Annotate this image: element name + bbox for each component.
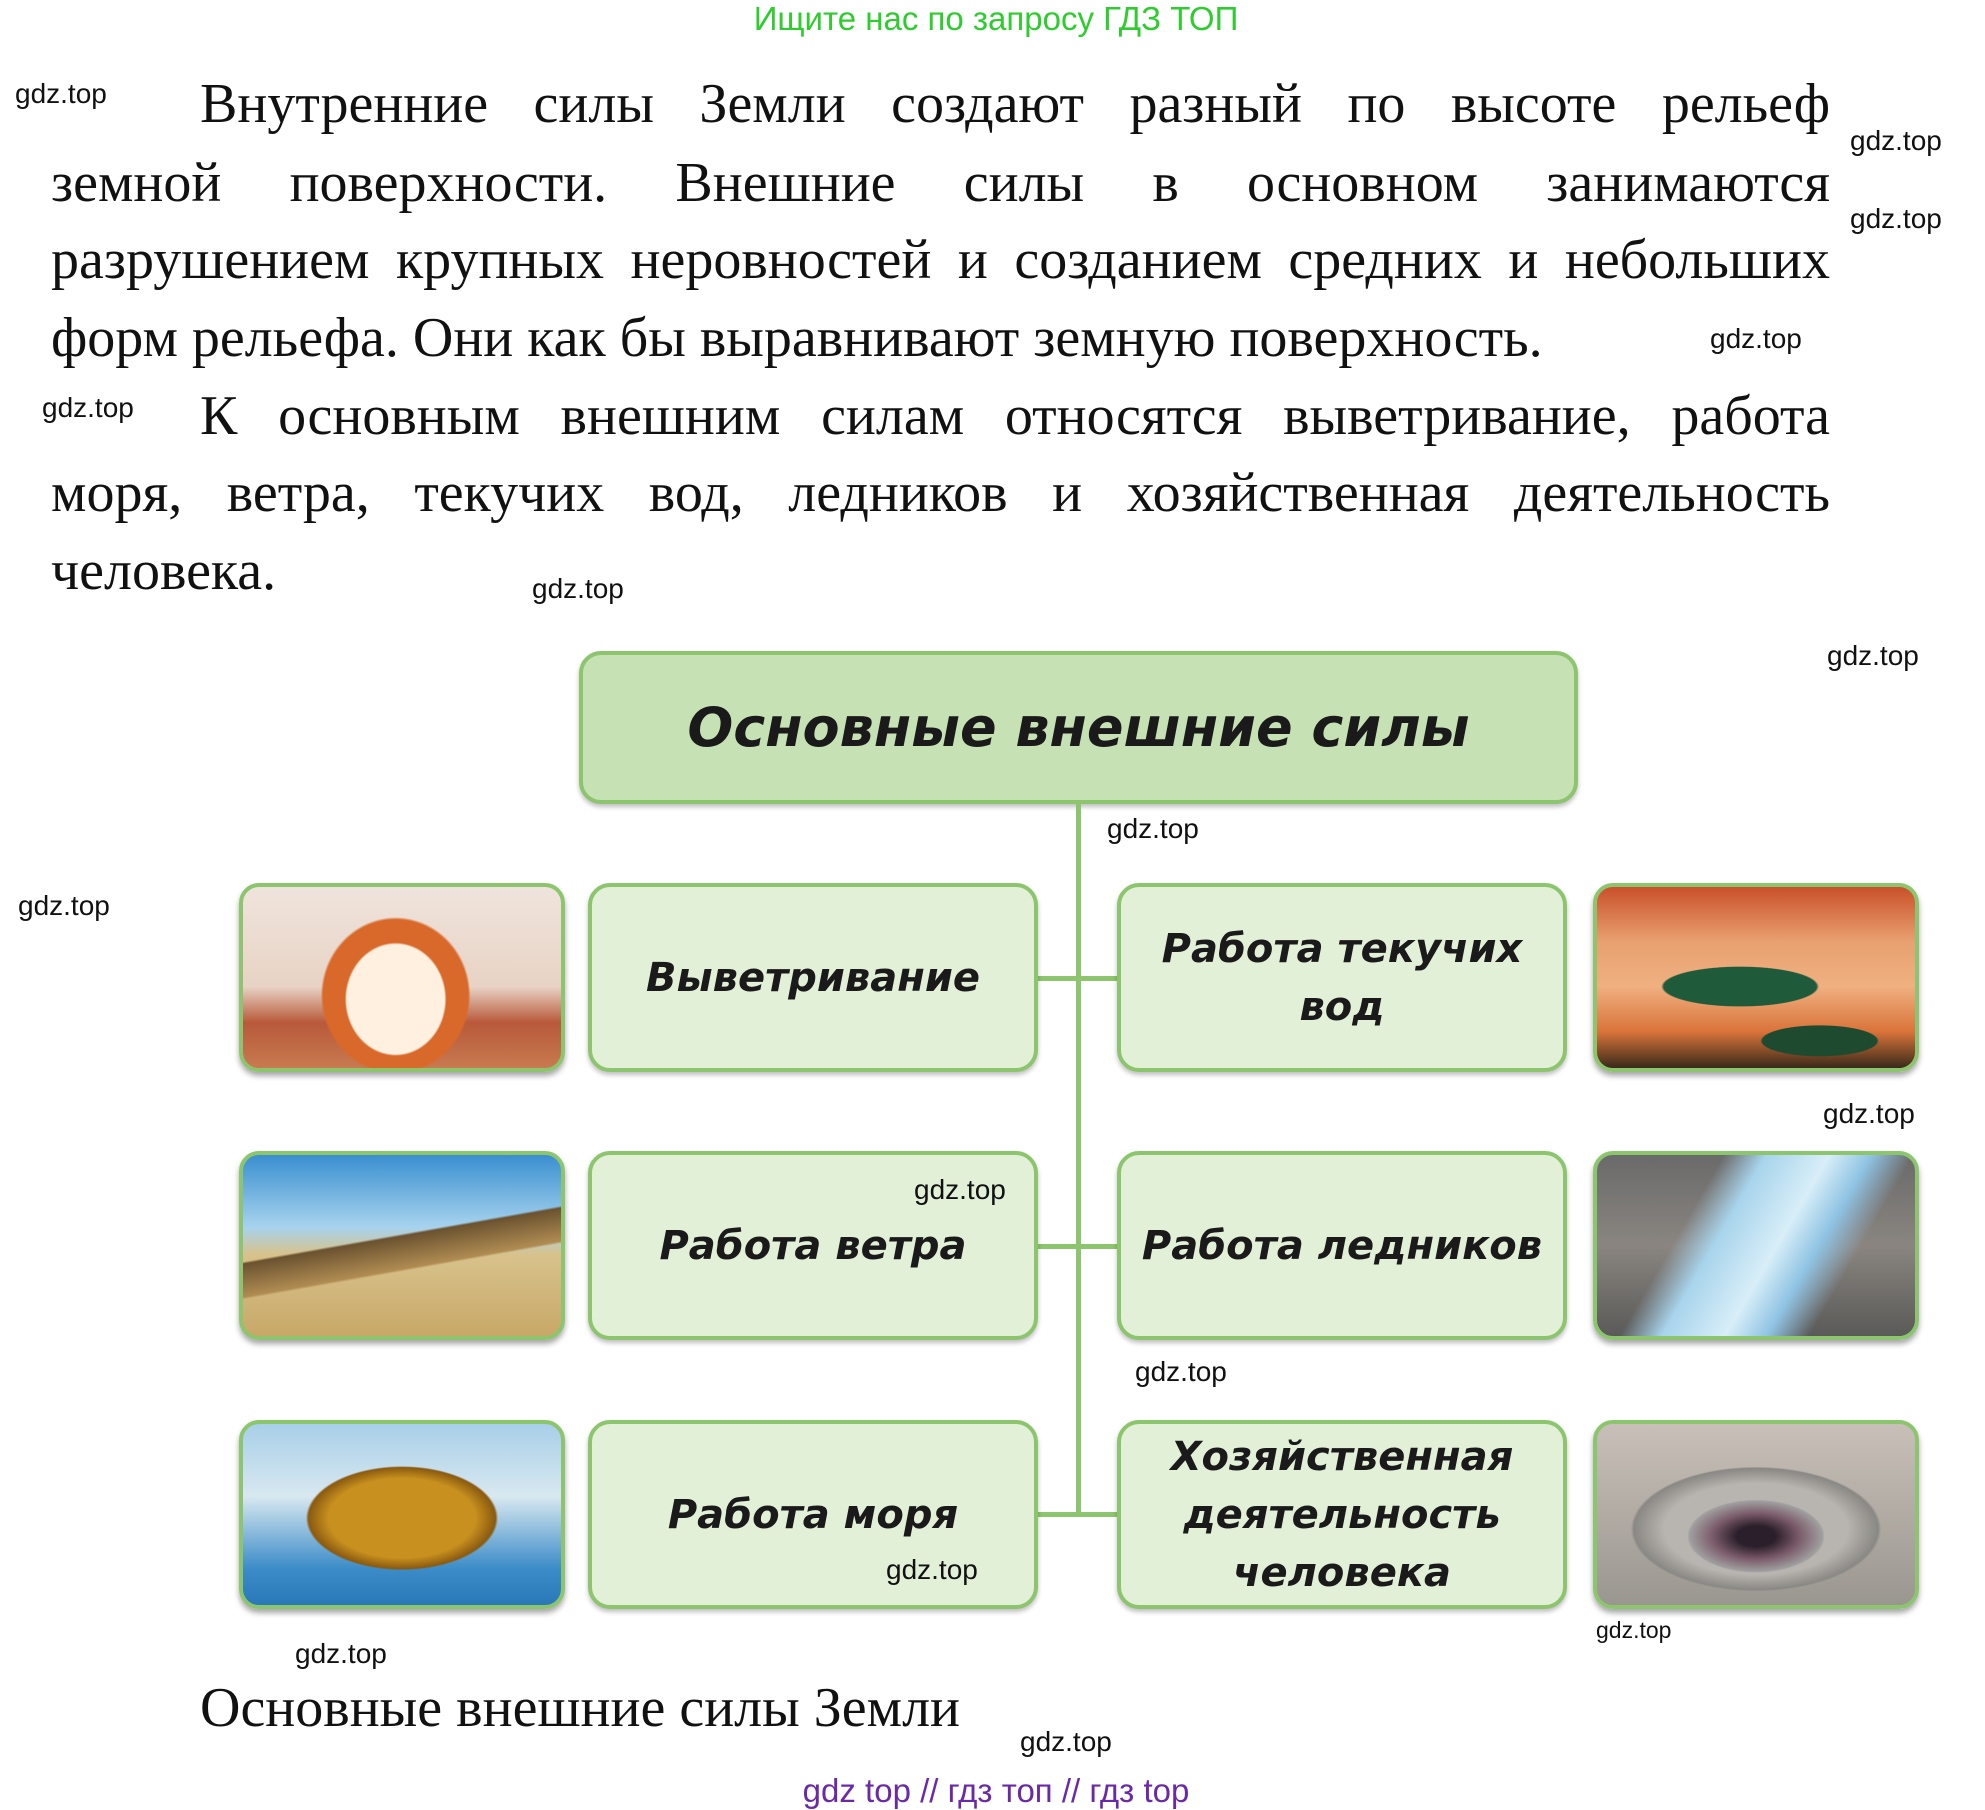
connector-row-2 xyxy=(1037,1244,1117,1249)
watermark: gdz.top xyxy=(1827,640,1919,671)
connector-row-1 xyxy=(1037,976,1117,981)
sand-dunes-photo xyxy=(239,1151,565,1340)
open-pit-mine-photo xyxy=(1593,1420,1919,1609)
box-label: Работа ветра xyxy=(659,1222,967,1269)
watermark: gdz.top xyxy=(15,78,107,109)
watermark: gdz.top xyxy=(532,573,624,604)
canyon-river-photo xyxy=(1593,883,1919,1072)
box-label: Выветривание xyxy=(645,954,981,1001)
footer-links[interactable]: gdz top // гдз топ // гдз top xyxy=(802,1772,1190,1809)
arch-rock-photo xyxy=(239,883,565,1072)
box-label: Хозяйственная деятельность человека xyxy=(1170,1433,1514,1596)
paragraph-line: Внутренние силы Земли создают разный по высоте рельеф xyxy=(200,73,1830,135)
paragraph-line: форм рельефа. Они как бы выравнивают земную поверхность. xyxy=(51,307,1543,369)
paragraph-line: земной поверхности. Внешние силы в основном занимаются xyxy=(51,152,1830,214)
box-running-water xyxy=(1117,883,1567,1072)
watermark: gdz.top xyxy=(1135,1356,1227,1387)
watermark: gdz.top xyxy=(1850,203,1942,234)
box-glaciers xyxy=(1117,1151,1567,1340)
diagram-title: Основные внешние силы xyxy=(687,695,1470,759)
figure-caption: Основные внешние силы Земли xyxy=(200,1677,960,1739)
watermark: gdz.top xyxy=(42,392,134,423)
watermark: gdz.top xyxy=(1850,125,1942,156)
connector-row-3 xyxy=(1037,1512,1117,1517)
paragraph-line: человека. xyxy=(51,540,277,602)
paragraph-line: разрушением крупных неровностей и созданием средних и небольших xyxy=(51,229,1830,291)
watermark: gdz.top xyxy=(1107,813,1199,844)
watermark: gdz.top xyxy=(1710,323,1802,354)
box-human-activity xyxy=(1117,1420,1567,1609)
paragraph-line: моря, ветра, текучих вод, ледников и хозяйственная деятельность xyxy=(51,462,1830,524)
watermark: gdz.top xyxy=(295,1638,387,1669)
watermark: gdz.top xyxy=(1020,1726,1112,1757)
box-label: Работа ледников xyxy=(1141,1222,1543,1269)
paragraph-line: К основным внешним силам относятся выветривание, работа xyxy=(200,385,1830,447)
glacier-photo xyxy=(1593,1151,1919,1340)
box-label: Работа моря xyxy=(667,1491,959,1538)
diagram-title-box xyxy=(579,651,1578,804)
box-weathering xyxy=(588,883,1038,1072)
watermark: gdz.top xyxy=(914,1174,1006,1205)
box-label: Работа текучих вод xyxy=(1161,925,1523,1030)
connector-vertical xyxy=(1076,804,1081,1516)
sea-rock-photo xyxy=(239,1420,565,1609)
watermark: gdz.top xyxy=(886,1554,978,1585)
search-ad-banner: Ищите нас по запросу ГДЗ ТОП xyxy=(753,0,1239,37)
watermark: gdz.top xyxy=(18,890,110,921)
watermark: gdz.top xyxy=(1823,1098,1915,1129)
watermark: gdz.top xyxy=(1596,1617,1672,1643)
